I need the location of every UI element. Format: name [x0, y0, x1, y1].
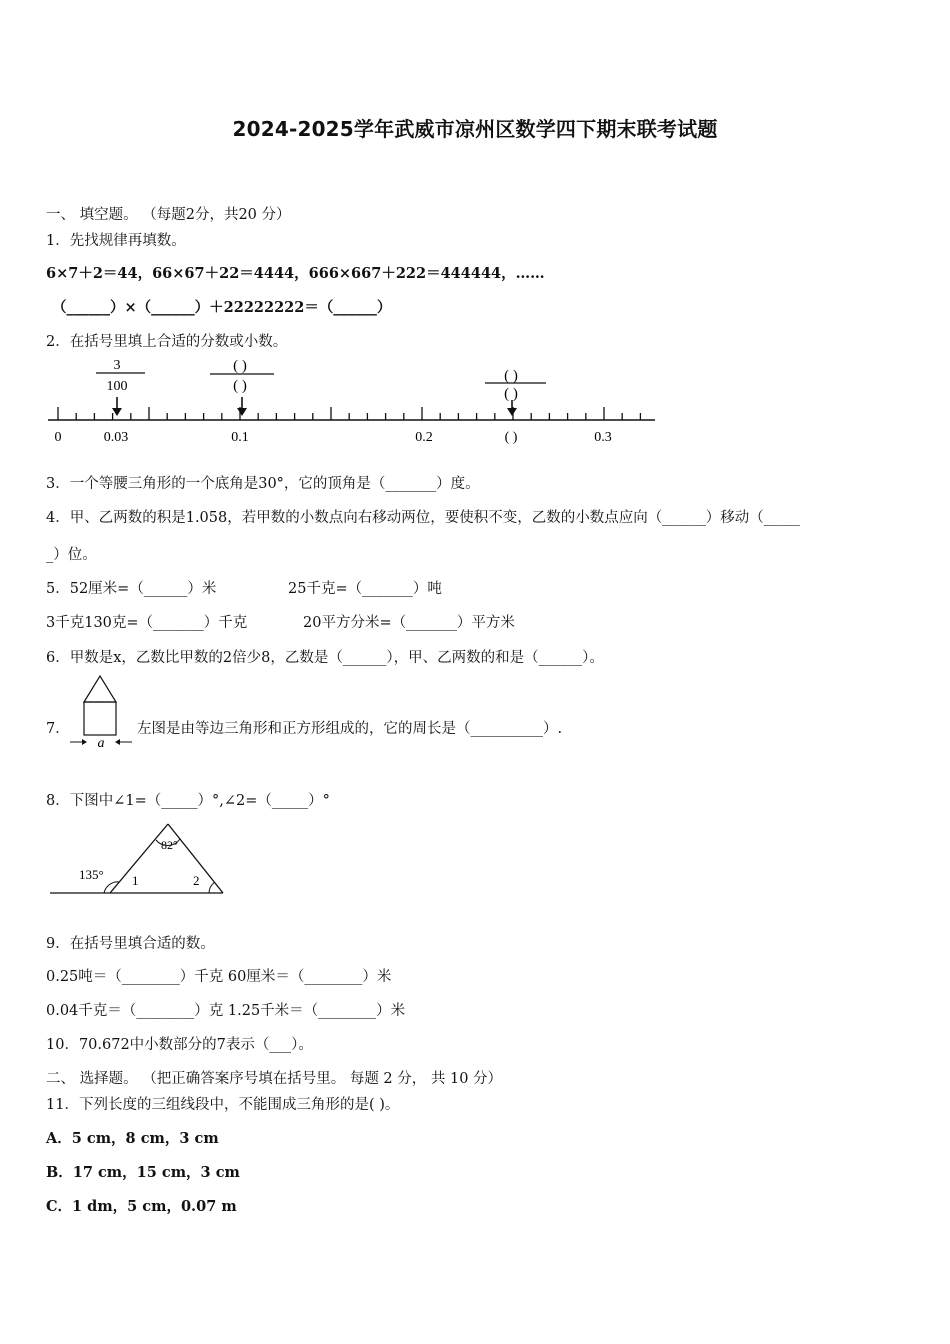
q4-line-1: 4．甲、乙两数的积是1.058，若甲数的小数点向右移动两位，要使积不变，乙数的小数点应向（______）移动（_____	[46, 510, 800, 526]
tick-label-0: 0	[54, 430, 62, 445]
q7-number: 7．	[46, 721, 70, 737]
tick-label-01: 0.1	[231, 430, 249, 445]
down-arrow-icon	[112, 397, 122, 416]
down-arrow-icon	[507, 400, 517, 416]
angle-label-1: 1	[132, 873, 139, 888]
q5-c: 3千克130克=（_______）千克	[46, 615, 248, 631]
triangle-square-figure	[66, 672, 138, 752]
fraction-denominator: 100	[106, 379, 128, 394]
angle-label-82: 82°	[161, 838, 178, 852]
q8-stem: 8．下图中∠1=（_____）°,∠2=（_____）°	[46, 793, 330, 809]
q5-d: 20平方分米=（_______）平方米	[303, 615, 515, 631]
down-arrow-icon	[237, 397, 247, 416]
q2-stem: 2．在括号里填上合适的分数或小数。	[46, 334, 288, 350]
blank-numerator-1: ( )	[233, 358, 247, 374]
q11-stem: 11．下列长度的三组线段中，不能围成三角形的是( )。	[46, 1097, 400, 1113]
blank-numerator-2: ( )	[504, 368, 518, 384]
blank-denominator-2: ( )	[504, 386, 518, 402]
section-2-heading: 二、 选择题。 （把正确答案序号填在括号里。 每题 2 分， 共 10 分）	[46, 1071, 503, 1087]
q1-pattern: 6×7＋2＝44，66×67＋22＝4444，666×667＋222＝444444，……	[46, 265, 545, 282]
q9-stem: 9．在括号里填合适的数。	[46, 936, 215, 952]
q11-option-b: B．17 cm，15 cm，3 cm	[46, 1164, 240, 1181]
q9-row-2: 0.04千克＝（________）克 1.25千米＝（________）米	[46, 1003, 406, 1019]
q11-option-a: A．5 cm，8 cm，3 cm	[46, 1130, 219, 1147]
tick-label-003: 0.03	[103, 430, 129, 445]
q3: 3．一个等腰三角形的一个底角是30°，它的顶角是（_______）度。	[46, 476, 480, 492]
q11-option-c: C．1 dm，5 cm，0.07 m	[46, 1198, 237, 1215]
q5-b: 25千克=（_______）吨	[288, 581, 442, 597]
q1-stem: 1．先找规律再填数。	[46, 233, 186, 249]
fraction-numerator: 3	[113, 358, 121, 373]
angle-label-135: 135°	[79, 867, 104, 882]
angle-label-2: 2	[193, 873, 200, 888]
tick-label-blank: ( )	[504, 430, 518, 445]
tick-label-02: 0.2	[415, 430, 433, 445]
q10: 10．70.672中小数部分的7表示（___）。	[46, 1037, 313, 1053]
section-1-heading: 一、 填空题。 （每题2分，共20 分）	[46, 207, 291, 223]
q6: 6．甲数是x，乙数比甲数的2倍少8，乙数是（______），甲、乙两数的和是（______）。	[46, 650, 604, 666]
q5-a: 5．52厘米=（______）米	[46, 581, 217, 597]
angle-triangle-figure	[46, 818, 236, 900]
q9-row-1: 0.25吨＝（________）千克 60厘米＝（________）米	[46, 969, 392, 985]
number-line-figure	[40, 352, 665, 452]
q1-blank: （______）×（______）＋22222222＝（______）	[52, 299, 392, 316]
q7-text: 左图是由等边三角形和正方形组成的，它的周长是（__________）.	[137, 721, 563, 737]
blank-denominator-1: ( )	[233, 378, 247, 394]
page-title: 2024-2025学年武威市凉州区数学四下期末联考试题	[232, 117, 718, 141]
side-label-a: a	[97, 736, 105, 751]
tick-label-03: 0.3	[594, 430, 612, 445]
q4-line-2: _）位。	[46, 547, 97, 563]
